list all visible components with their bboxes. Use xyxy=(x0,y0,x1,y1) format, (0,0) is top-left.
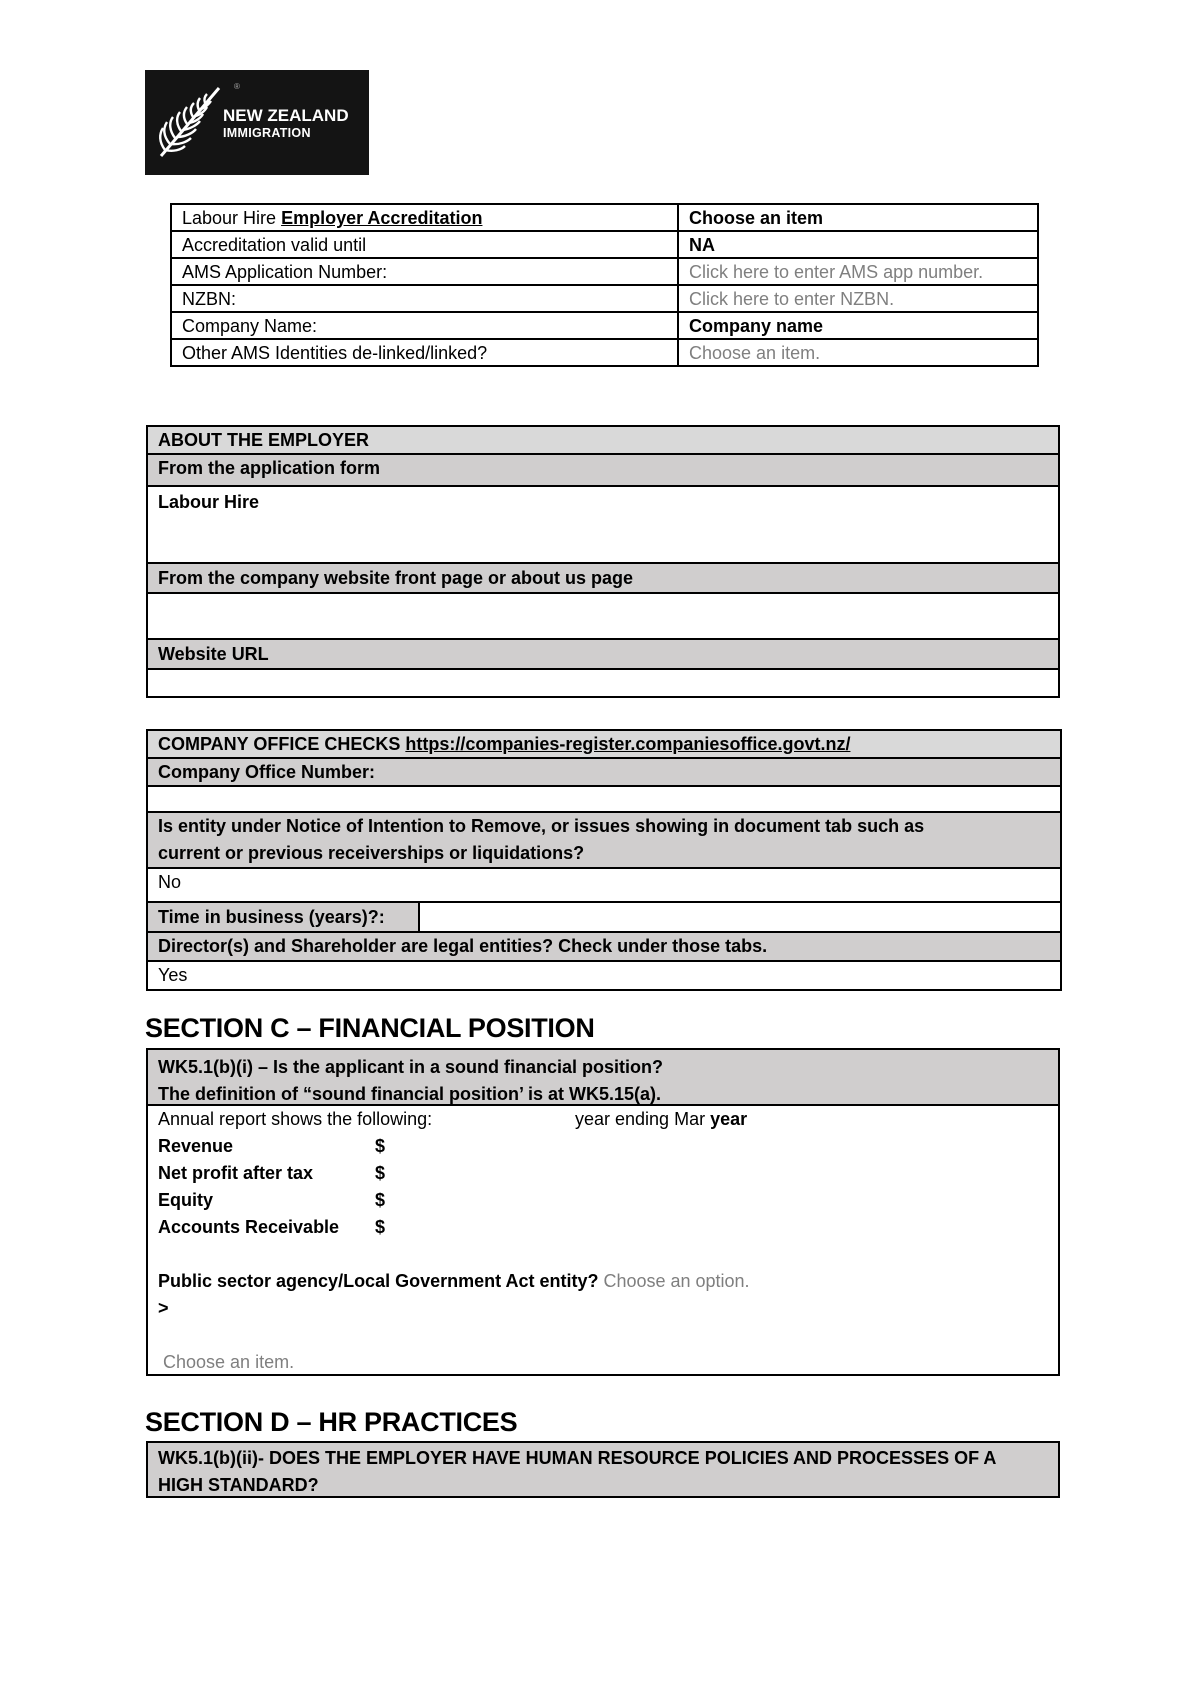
silver-fern-icon xyxy=(155,82,225,162)
section-d-heading: SECTION D – HR PRACTICES xyxy=(145,1407,518,1437)
table-row xyxy=(171,339,1038,366)
website-section-field[interactable] xyxy=(147,593,1059,639)
company-name-field[interactable]: Company name xyxy=(678,312,1038,339)
accounts-receivable-row xyxy=(158,1214,1048,1241)
company-office-number-field[interactable] xyxy=(147,786,1061,812)
notice-answer[interactable]: No xyxy=(147,868,1061,902)
nzbn-label: NZBN: xyxy=(171,285,678,312)
year-field[interactable]: year xyxy=(710,1109,748,1129)
other-ams-identities-label: Other AMS Identities de-linked/linked? xyxy=(171,339,678,366)
spacer xyxy=(158,1322,1048,1349)
accreditation-type-dropdown[interactable]: Choose an item xyxy=(678,204,1038,231)
directors-question: Director(s) and Shareholder are legal entities? Check under those tabs. xyxy=(147,932,1061,961)
company-office-number-label: Company Office Number: xyxy=(147,758,1061,786)
directors-answer[interactable]: Yes xyxy=(147,961,1061,990)
table-row xyxy=(171,285,1038,312)
nz-immigration-logo xyxy=(145,70,369,175)
annual-report-label: Annual report shows the following: xyxy=(158,1109,433,1129)
ams-application-number-label: AMS Application Number: xyxy=(171,258,678,285)
dollar-sign: $ xyxy=(375,1190,386,1210)
equity-label: Equity xyxy=(158,1190,214,1210)
table-row xyxy=(171,312,1038,339)
arrow-marker: > xyxy=(158,1298,169,1318)
hr-practices-box xyxy=(146,1441,1060,1498)
revenue-label: Revenue xyxy=(158,1136,234,1156)
dollar-sign: $ xyxy=(375,1217,386,1237)
financial-question-line2: The definition of “sound financial position’ is at WK5.15(a). xyxy=(158,1084,662,1104)
public-sector-row xyxy=(158,1268,1048,1295)
application-form-value[interactable]: Labour Hire xyxy=(147,486,1059,563)
logo-text-new-zealand: NEW ZEALAND xyxy=(223,106,349,125)
company-name-label: Company Name: xyxy=(171,312,678,339)
accreditation-type-label: Labour Hire Employer Accreditation xyxy=(171,204,678,231)
ams-application-number-field[interactable]: Click here to enter AMS app number. xyxy=(678,258,1038,285)
net-profit-row xyxy=(158,1160,1048,1187)
dollar-sign: $ xyxy=(375,1136,386,1156)
website-url-label: Website URL xyxy=(147,639,1059,669)
hr-question-line2: HIGH STANDARD? xyxy=(158,1475,319,1495)
annual-report-row xyxy=(158,1106,1048,1133)
website-section-label: From the company website front page or about us page xyxy=(147,563,1059,593)
employer-accreditation-text: Employer Accreditation xyxy=(281,208,483,228)
company-office-checks-table xyxy=(146,729,1062,991)
accreditation-table xyxy=(170,203,1039,367)
hr-question-header xyxy=(148,1443,1058,1501)
website-url-field[interactable] xyxy=(147,669,1059,697)
about-employer-title: ABOUT THE EMPLOYER xyxy=(147,426,1059,454)
section-c-heading: SECTION C – FINANCIAL POSITION xyxy=(145,1013,595,1043)
valid-until-label: Accreditation valid until xyxy=(171,231,678,258)
dollar-sign: $ xyxy=(375,1163,386,1183)
application-form-label: From the application form xyxy=(147,454,1059,486)
accounts-receivable-label: Accounts Receivable xyxy=(158,1217,340,1237)
financial-question-header xyxy=(148,1050,1058,1106)
hr-question-line1: WK5.1(b)(ii)- DOES THE EMPLOYER HAVE HUMAN RESOURCE POLICIES AND PROCESSES OF A xyxy=(158,1448,997,1468)
table-row xyxy=(171,204,1038,231)
table-row xyxy=(171,231,1038,258)
financial-position-box xyxy=(146,1048,1060,1376)
company-office-title: COMPANY OFFICE CHECKS https://companies-register.companiesoffice.govt.nz/ xyxy=(147,730,1061,758)
notice-question: Is entity under Notice of Intention to Remove, or issues showing in document tab such as current or previous receiverships or liquidations? xyxy=(147,812,1061,868)
public-sector-dropdown[interactable]: Choose an option. xyxy=(603,1271,750,1291)
table-row xyxy=(171,258,1038,285)
choose-item-dropdown[interactable]: Choose an item. xyxy=(163,1352,295,1372)
logo-text-immigration: IMMIGRATION xyxy=(223,126,311,140)
spacer xyxy=(158,1241,1048,1268)
net-profit-label: Net profit after tax xyxy=(158,1163,314,1183)
companies-register-link[interactable]: https://companies-register.companiesoffice.govt.nz/ xyxy=(405,734,851,754)
other-ams-identities-dropdown[interactable]: Choose an item. xyxy=(678,339,1038,366)
registered-mark: ® xyxy=(234,82,240,91)
year-ending-label: year ending Mar xyxy=(575,1109,711,1129)
nzbn-field[interactable]: Click here to enter NZBN. xyxy=(678,285,1038,312)
financial-question-line1: WK5.1(b)(i) – Is the applicant in a sound financial position? xyxy=(158,1057,664,1077)
equity-row xyxy=(158,1187,1048,1214)
valid-until-value[interactable]: NA xyxy=(678,231,1038,258)
public-sector-label: Public sector agency/Local Government Act entity? xyxy=(158,1271,604,1291)
about-employer-table xyxy=(146,425,1060,698)
time-in-business-field[interactable] xyxy=(419,902,1061,932)
financial-body xyxy=(148,1106,1058,1376)
revenue-row xyxy=(158,1133,1048,1160)
time-in-business-label: Time in business (years)?: xyxy=(147,902,419,932)
